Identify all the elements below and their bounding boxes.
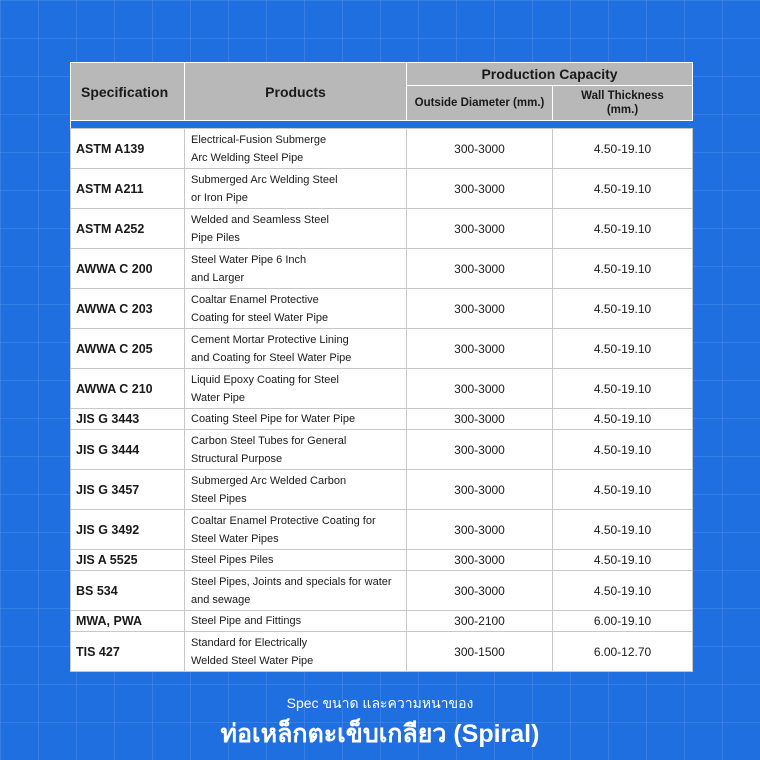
spec-cell: AWWA C 210 — [71, 369, 185, 409]
outside-diameter-cell: 300-3000 — [407, 470, 553, 510]
product-cell: Submerged Arc Welded Carbon Steel Pipes — [185, 470, 407, 510]
outside-diameter-cell: 300-1500 — [407, 632, 553, 672]
wall-thickness-cell: 4.50-19.10 — [553, 510, 693, 550]
product-cell: Steel Water Pipe 6 Inch and Larger — [185, 249, 407, 289]
table-row — [71, 329, 693, 369]
spec-cell: AWWA C 203 — [71, 289, 185, 329]
header-outside-diameter: Outside Diameter (mm.) — [407, 86, 553, 121]
header-wall-thickness: Wall Thickness (mm.) — [553, 86, 693, 121]
outside-diameter-cell: 300-3000 — [407, 169, 553, 209]
table-row — [71, 470, 693, 510]
product-cell: Welded and Seamless Steel Pipe Piles — [185, 209, 407, 249]
product-cell: Coating Steel Pipe for Water Pipe — [185, 409, 407, 430]
product-cell: Cement Mortar Protective Lining and Coating for Steel Water Pipe — [185, 329, 407, 369]
spec-table — [70, 62, 693, 672]
product-cell: Electrical-Fusion Submerge Arc Welding Steel Pipe — [185, 129, 407, 169]
table-row — [71, 169, 693, 209]
spec-cell: MWA, PWA — [71, 611, 185, 632]
wall-thickness-cell: 4.50-19.10 — [553, 249, 693, 289]
spec-cell: ASTM A252 — [71, 209, 185, 249]
table-row — [71, 129, 693, 169]
wall-thickness-cell: 4.50-19.10 — [553, 571, 693, 611]
wall-thickness-cell: 4.50-19.10 — [553, 430, 693, 470]
wall-thickness-cell: 4.50-19.10 — [553, 369, 693, 409]
product-cell: Liquid Epoxy Coating for Steel Water Pipe — [185, 369, 407, 409]
outside-diameter-cell: 300-3000 — [407, 550, 553, 571]
table-row — [71, 611, 693, 632]
spec-cell: AWWA C 205 — [71, 329, 185, 369]
table-row — [71, 289, 693, 329]
wall-thickness-cell: 4.50-19.10 — [553, 289, 693, 329]
table-row — [71, 571, 693, 611]
wall-thickness-cell: 4.50-19.10 — [553, 409, 693, 430]
outside-diameter-cell: 300-3000 — [407, 329, 553, 369]
spec-cell: ASTM A139 — [71, 129, 185, 169]
wall-thickness-cell: 4.50-19.10 — [553, 470, 693, 510]
table-row — [71, 510, 693, 550]
outside-diameter-cell: 300-3000 — [407, 369, 553, 409]
table-row — [71, 550, 693, 571]
spec-cell: JIS G 3492 — [71, 510, 185, 550]
product-cell: Standard for Electrically Welded Steel Water Pipe — [185, 632, 407, 672]
header-products: Products — [185, 63, 407, 121]
spec-cell: AWWA C 200 — [71, 249, 185, 289]
outside-diameter-cell: 300-3000 — [407, 249, 553, 289]
product-cell: Steel Pipes Piles — [185, 550, 407, 571]
wall-thickness-cell: 4.50-19.10 — [553, 169, 693, 209]
header-specification: Specification — [71, 63, 185, 121]
outside-diameter-cell: 300-3000 — [407, 571, 553, 611]
product-cell: Carbon Steel Tubes for General Structural Purpose — [185, 430, 407, 470]
spec-cell: JIS A 5525 — [71, 550, 185, 571]
product-cell: Steel Pipe and Fittings — [185, 611, 407, 632]
wall-thickness-cell: 4.50-19.10 — [553, 209, 693, 249]
caption-title: ท่อเหล็กตะเข็บเกลียว (Spiral) — [220, 720, 540, 748]
outside-diameter-cell: 300-3000 — [407, 289, 553, 329]
table-body — [71, 129, 693, 672]
wall-thickness-cell: 6.00-12.70 — [553, 632, 693, 672]
product-cell: Coaltar Enamel Protective Coating for Steel Water Pipes — [185, 510, 407, 550]
outside-diameter-cell: 300-3000 — [407, 430, 553, 470]
table-row — [71, 409, 693, 430]
header-production-capacity: Production Capacity — [407, 63, 693, 86]
table-row — [71, 249, 693, 289]
spec-cell: JIS G 3443 — [71, 409, 185, 430]
outside-diameter-cell: 300-3000 — [407, 209, 553, 249]
spec-cell: BS 534 — [71, 571, 185, 611]
spec-cell: ASTM A211 — [71, 169, 185, 209]
outside-diameter-cell: 300-2100 — [407, 611, 553, 632]
wall-thickness-cell: 4.50-19.10 — [553, 329, 693, 369]
wall-thickness-cell: 4.50-19.10 — [553, 129, 693, 169]
wall-thickness-cell: 6.00-19.10 — [553, 611, 693, 632]
spec-cell: JIS G 3444 — [71, 430, 185, 470]
outside-diameter-cell: 300-3000 — [407, 409, 553, 430]
table-row — [71, 632, 693, 672]
outside-diameter-cell: 300-3000 — [407, 129, 553, 169]
product-cell: Steel Pipes, Joints and specials for water and sewage — [185, 571, 407, 611]
outside-diameter-cell: 300-3000 — [407, 510, 553, 550]
caption-subtitle: Spec ขนาด และความหนาของ — [286, 695, 474, 711]
product-cell: Submerged Arc Welding Steel or Iron Pipe — [185, 169, 407, 209]
table-row — [71, 209, 693, 249]
table-row — [71, 430, 693, 470]
table-header — [71, 63, 693, 129]
wall-thickness-cell: 4.50-19.10 — [553, 550, 693, 571]
product-cell: Coaltar Enamel Protective Coating for steel Water Pipe — [185, 289, 407, 329]
table-row — [71, 369, 693, 409]
spec-cell: TIS 427 — [71, 632, 185, 672]
spec-cell: JIS G 3457 — [71, 470, 185, 510]
